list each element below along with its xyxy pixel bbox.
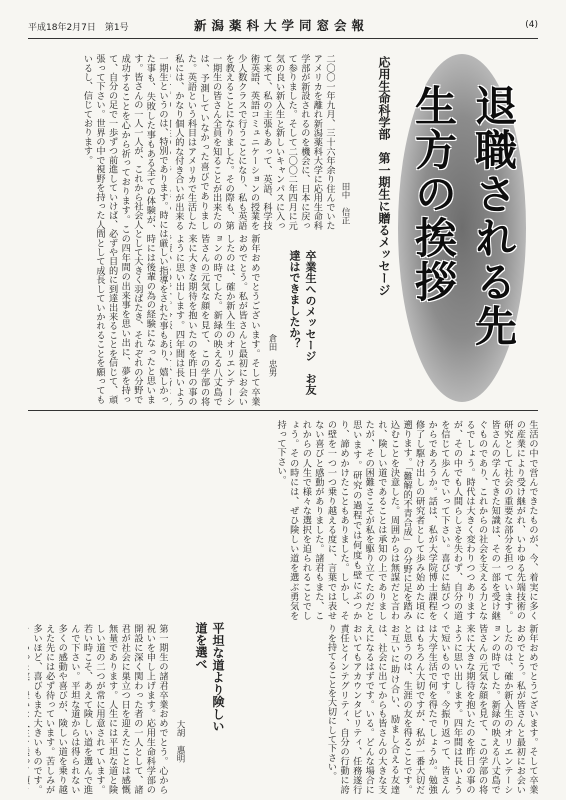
article1-title: 応用生命科学部 第一期生に贈るメッセージ bbox=[377, 56, 391, 296]
page-number: (4) bbox=[525, 20, 538, 30]
article3-title: 平坦な道より険しい道を選べ bbox=[194, 622, 225, 732]
article2-title: 卒業生へのメッセージ お友達はできましたか？ bbox=[288, 250, 317, 395]
article3-extended: 新年おめでとうございます。そして卒業おめでとう。私が皆さんと最初にお会いしたのは、確か新入生のオリエンテーションの時でした。新緑の映える八丈島で皆さんの元気な顔を見て、この学部の将来に大きな期待を抱いたのを昨日の事のように思い出します。四年間は長いようで短いものです。今振り返って、皆さんは大学生活で何を得たでしょうか。勉強はもちろん大切ですが、私が一番大切だと思うのは、生涯の友を得ることです。お互いに助け合い、励まし合える友達は、社会に出てからも皆さんの大きな支えになるはずです。いる。どんな場合においてもアカウンタビリティ、任務遂行責任とインテグリティ、自分の行動に誇りを持てることを大切にして下さい。 bbox=[325, 624, 538, 794]
article2-body: 新年おめでとうございます。そして卒業おめでとう。私が皆さんと最初にお会いしたのは、確か新入生のオリエンテーションの時でした。新緑の映える八丈島で皆さんの元気な顔を見て、この学部の将来に大きな期待を抱いたのを昨日の事のように思い出します。四年間は長いよう bbox=[173, 234, 260, 406]
issue-date: 平成18年2月7日 第1号 bbox=[28, 23, 129, 33]
header-rule bbox=[28, 38, 538, 39]
article3-author: 大胡 惠明 bbox=[175, 720, 185, 763]
article2-author: 倉田 忠男 bbox=[267, 334, 277, 377]
newsletter-title: 新潟薬科大学同窓会報 bbox=[194, 18, 370, 33]
article3-body: 第一期生の諸君卒業おめでとう。心から祝いを申し上げます。応用生命科学部の開設に深く関わった者の一人として、諸君が社会に巣立つ日を迎えたことは感慨無量であります。人生には平坦な道と険しい道の二つが常に用意されています。若い時こそ、あえて険しい道を選んで進んで下さい。平坦な道からは得られない多くの感動や喜びが、険しい道を乗り越えた先には必ず待っています。苦しみが多いほど、喜びもまた大きいものです。 bbox=[31, 624, 168, 794]
article1-continued: 一期生というのは、特別であります。時には厳しい指導をされた事もあり、嬉しかった事も、失敗した事もある全ての体験が、時には後輩の為の経験になったと思います。皆さんの一人一人が、これから社会人として大きく羽ばたき、それぞれの分野で成功することを心から祈っております。この四年間の出来事を思い出に、夢を持って、自分の足で一歩ずつ前進していけば、必ずや目的に到達出来ることを信じて、頑張って下さい。世界の中で視野を持った人間として成長していかれることを願ってもいるし、信じております。 bbox=[81, 54, 168, 404]
article3-continued: 生活の中で営んできたものが、今、着実に多くの産業により受け継がれ、いわゆる先端技術の研究として社会の重要な部分を担っています。皆さんの学んできた知識は、その一部を受け継ぐものであり、これからの社会を支える力となるでしょう。時代は大きく変わりつつありますが、その中でも人間らしさを失わず、自分の道を信じて歩んでいって下さい。喜びに結びつくからであろうか。話は、私が大学院博士課程を修了し駆け出しの研究者として歩み始めた頃に遡ります。「難解的不青合成」の分野に足を踏み込むことを決意した。周囲からは無謀だと言われ、険しい道であることは承知の上でありましたが、その困難さこそが私を駆り立てたのだと思います。研究の過程では何度も壁にぶつかり、諦めかけたこともありました。しかし、その壁を一つ一つ乗り越える度に、言葉では表せない喜びと感動がありました。諸君もまた、これからの人生で様々な選択を迫られることでしょう。その時には、ぜひ険しい道を選ぶ勇気を持って下さい。 bbox=[275, 420, 538, 620]
headline: 退職される先生方の挨拶 bbox=[409, 84, 518, 348]
article1-author: 田中 信正 bbox=[340, 182, 350, 225]
section-rule bbox=[28, 410, 538, 411]
article1-body: 二〇〇一年九月、三十六年余り住んでいたアメリカを離れ新潟薬科大学に応用生命科学部が新設されるのを機会に、日本に戻って参りました。そして二〇〇二年四月に元気の良い新入生と新しいキャンパスに入って来て、私の主張もあって、英語、科学技術英語、英語コミュニケーションの授業を少人数クラスで行うことになり、私も英語を教えることになりました。その際も、第一期生の皆さん全員を知ることが出来たのは、予測していなかった喜びでありました。英語という科目はアメリカで生活した私には、かなり個人的な付き合いが出来る bbox=[172, 54, 335, 230]
newsletter-header bbox=[28, 14, 538, 38]
